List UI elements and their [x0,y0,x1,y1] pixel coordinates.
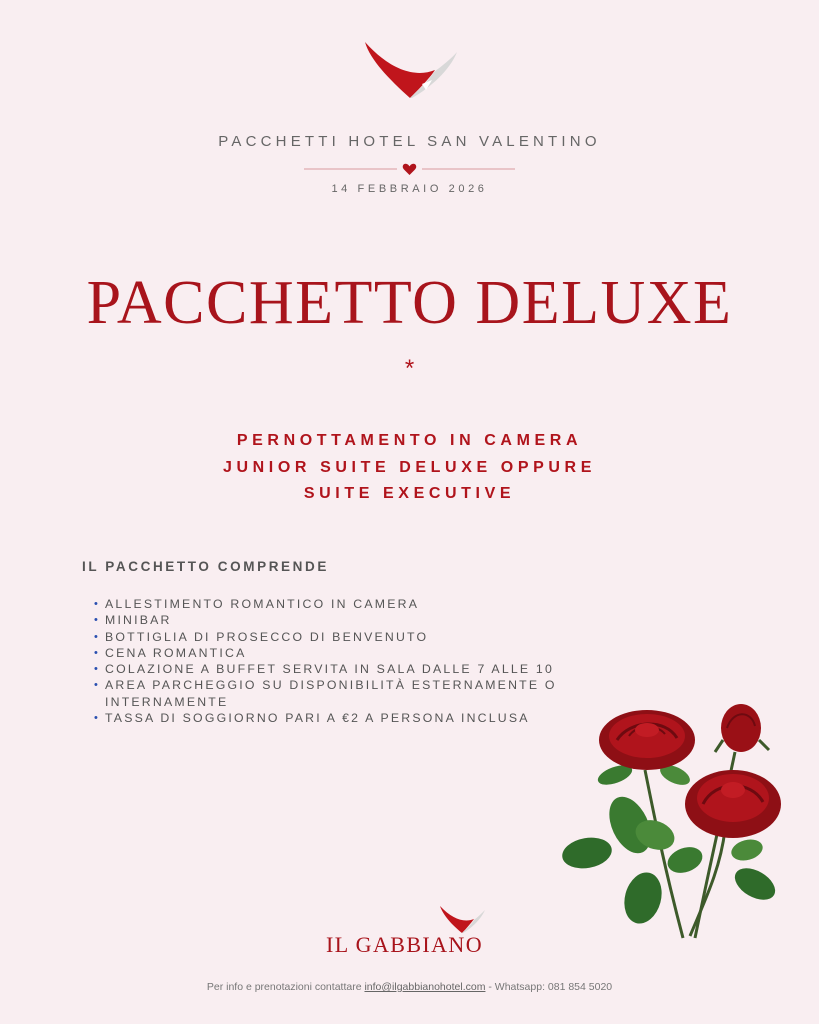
bullet-icon: • [94,614,98,627]
email-link[interactable]: info@ilgabbianohotel.com [364,981,486,993]
asterisk-ornament: * [404,355,415,382]
roses-illustration [555,700,795,945]
subtitle-line: JUNIOR SUITE DELUXE OPPURE [223,458,596,476]
gull-logo-small-icon [438,905,486,935]
header-title: PACCHETTI HOTEL SAN VALENTINO [218,133,601,150]
subtitle-line: SUITE EXECUTIVE [303,485,516,502]
list-item [94,661,634,677]
gull-logo-icon [360,40,460,102]
package-subtitle [0,428,819,508]
list-item [94,612,634,628]
footer-contact [0,981,819,993]
list-item-text: AREA PARCHEGGIO SU DISPONIBILITÀ ESTERNAMENTE O INTERNAMENTE [105,678,557,709]
subtitle-line: PERNOTTAMENTO IN CAMERA [236,432,583,449]
bullet-icon: • [94,663,98,676]
bullet-icon: • [94,646,98,659]
rose-bud [715,704,769,752]
list-item-text: ALLESTIMENTO ROMANTICO IN CAMERA [105,597,420,611]
package-title: PACCHETTO DELUXE [86,269,733,337]
includes-list [94,596,634,726]
list-item-text: COLAZIONE A BUFFET SERVITA IN SALA DALLE 7 ALLE 10 [105,662,554,677]
heart-divider [300,160,519,178]
brand-name: IL GABBIANO [326,932,483,957]
bullet-icon: • [94,679,98,692]
rose-large [599,710,695,770]
rose-medium [685,770,781,838]
list-item-text: CENA ROMANTICA [105,645,247,660]
list-item [94,596,634,612]
heart-icon [403,164,417,175]
list-item-text: MINIBAR [105,613,172,628]
list-item [94,677,634,710]
includes-heading: IL PACCHETTO COMPRENDE [82,559,329,574]
header-date: 14 FEBBRAIO 2026 [331,183,488,195]
list-item-text: TASSA DI SOGGIORNO PARI A €2 A PERSONA INCLUSA [105,711,530,726]
bullet-icon: • [94,630,98,643]
list-item [94,629,634,645]
footer-suffix: - Whatsapp: 081 854 5020 [485,981,613,993]
footer-prefix: Per info e prenotazioni contattare [206,981,365,993]
list-item-text: BOTTIGLIA DI PROSECCO DI BENVENUTO [105,629,429,644]
list-item [94,645,634,661]
bullet-icon: • [94,712,98,725]
list-item [94,710,634,726]
bullet-icon: • [94,598,98,610]
